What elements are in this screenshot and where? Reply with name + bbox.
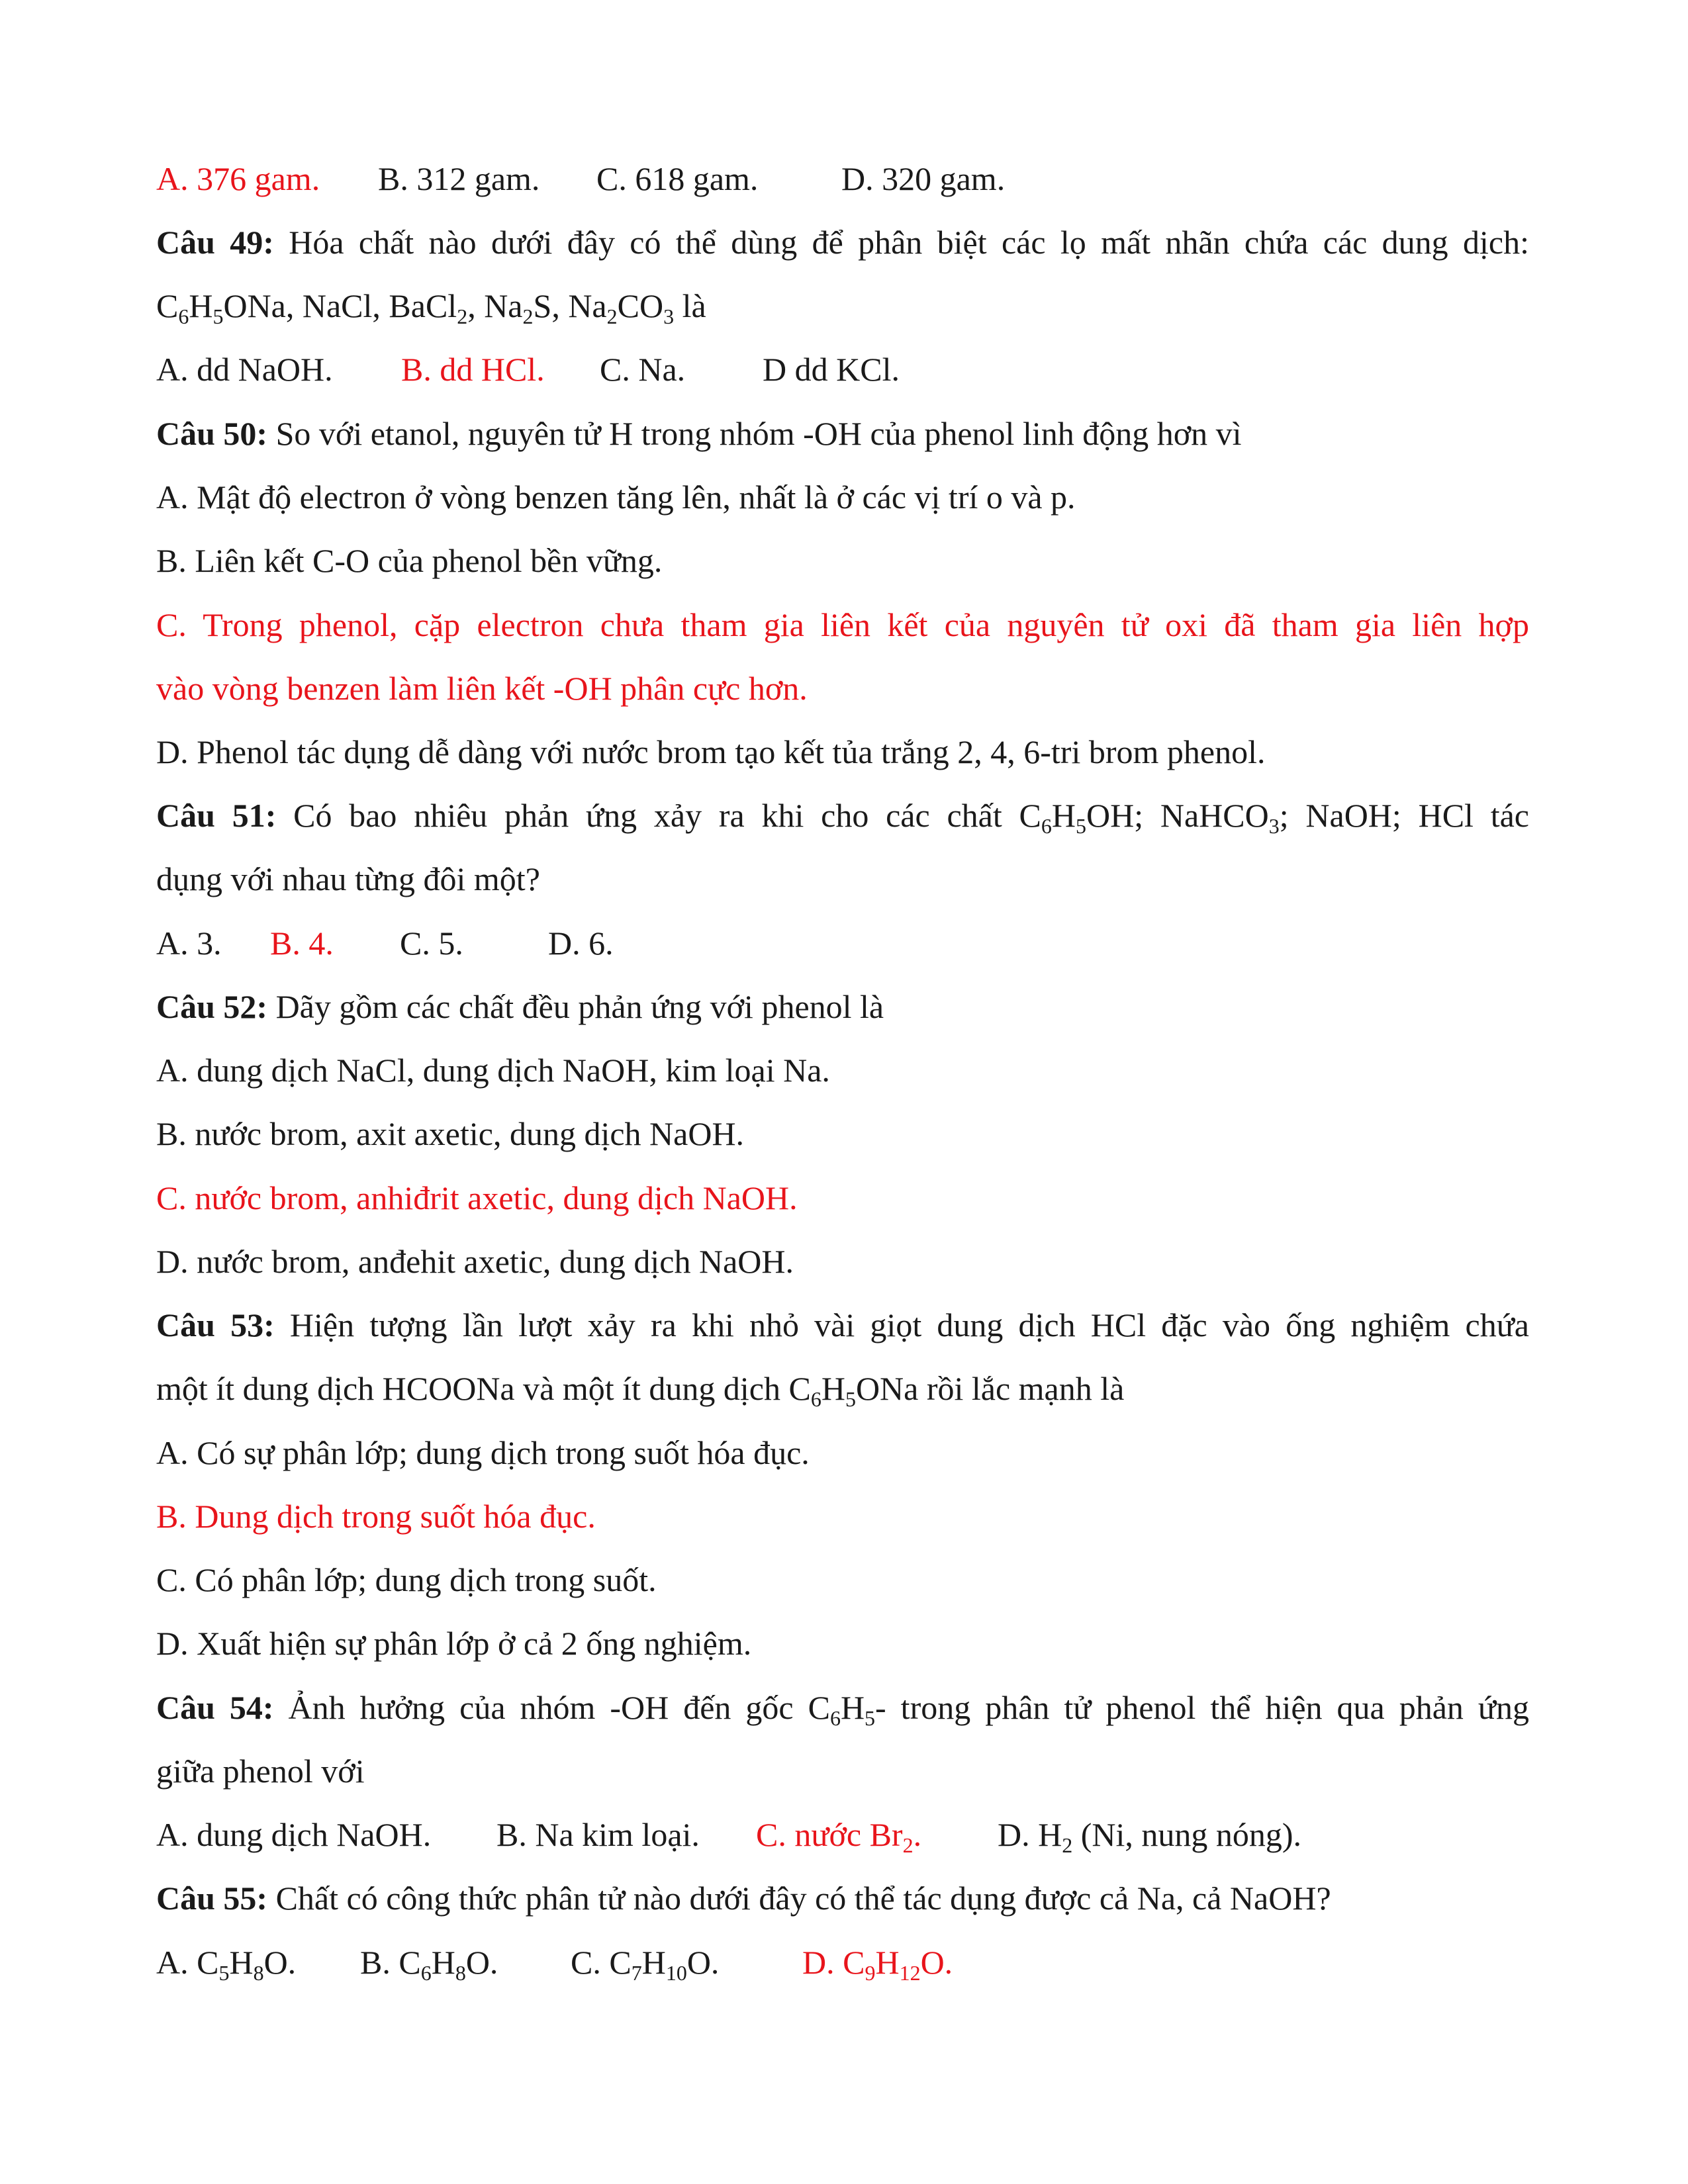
q53-label: Câu 53: xyxy=(156,1306,275,1343)
q52-question xyxy=(156,987,884,1026)
q50-option-d: D. Phenol tác dụng dễ dàng với nước brom tạo kết tủa trắng 2, 4, 6-tri brom phenol. xyxy=(156,733,1266,770)
q54-option-c xyxy=(756,1815,998,1857)
q48-option-b: B. 312 gam. xyxy=(378,160,540,197)
q54-label: Câu 54: xyxy=(156,1689,274,1726)
q55-a-text: O. xyxy=(263,1944,297,1981)
q51-sub: 3 xyxy=(1268,814,1280,838)
q55-a-text: A. C xyxy=(156,1944,219,1981)
q51-sub: 6 xyxy=(1041,814,1052,838)
q52-option-d: D. nước brom, anđehit axetic, dung dịch NaOH. xyxy=(156,1243,794,1280)
q50-question xyxy=(156,414,1242,453)
q55-c-text: H xyxy=(641,1944,666,1981)
q54-option-d-end: (Ni, nung nóng). xyxy=(1072,1816,1302,1853)
q53-option-a: A. Có sự phân lớp; dung dịch trong suốt hóa đục. xyxy=(156,1434,810,1471)
q49-formula-line xyxy=(156,286,706,326)
q55-d-text: D. C xyxy=(802,1944,865,1981)
q51-option-b: B. 4. xyxy=(270,925,334,962)
q54-sub: 6 xyxy=(829,1706,841,1730)
q50-option-a: A. Mật độ electron ở vòng benzen tăng lên, nhất là ở các vị trí o và p. xyxy=(156,478,1076,516)
q50-label: Câu 50: xyxy=(156,415,268,452)
q54-text-part: Ảnh hưởng của nhóm -OH đến gốc C xyxy=(273,1689,830,1726)
q49-formula-sub: 2 xyxy=(522,304,534,328)
q49-formula-part: là xyxy=(674,287,706,324)
q49-formula-part: H xyxy=(189,287,213,324)
q55-b-sub: 8 xyxy=(455,1961,466,1985)
q51-options xyxy=(156,923,614,963)
q51-option-a: A. 3. xyxy=(156,925,222,962)
q55-text: Chất có công thức phân tử nào dưới đây có thể tác dụng được cả Na, cả NaOH? xyxy=(267,1880,1331,1917)
q53-text-part: một ít dung dịch HCOONa và một ít dung dịch C xyxy=(156,1370,811,1407)
q55-b-text: B. C xyxy=(360,1944,421,1981)
q51-question xyxy=(156,796,1529,838)
q49-option-a: A. dd NaOH. xyxy=(156,351,333,388)
q55-c-text: C. C xyxy=(571,1944,632,1981)
q55-c-sub: 10 xyxy=(665,1961,687,1985)
q54-question-line2: giữa phenol với xyxy=(156,1752,365,1790)
q53-sub: 6 xyxy=(810,1387,821,1411)
q55-b-text: H xyxy=(431,1944,455,1981)
q55-a-sub: 5 xyxy=(218,1961,230,1985)
q49-formula-part: CO xyxy=(617,287,664,324)
q51-text-part: Có bao nhiêu phản ứng xảy ra khi cho các chất C xyxy=(276,797,1041,834)
q49-formula-sub: 3 xyxy=(663,304,675,328)
q49-options xyxy=(156,349,900,389)
q54-option-d-sub: 2 xyxy=(1062,1833,1073,1857)
q53-text: Hiện tượng lần lượt xảy ra khi nhỏ vài giọt dung dịch HCl đặc vào ống nghiệm chứa xyxy=(274,1306,1529,1343)
q48-option-c: C. 618 gam. xyxy=(596,160,759,197)
q49-formula-part: , Na xyxy=(467,287,523,324)
q54-question xyxy=(156,1688,1529,1730)
q55-a-text: H xyxy=(229,1944,254,1981)
q51-label: Câu 51: xyxy=(156,797,277,834)
q55-a-sub: 8 xyxy=(253,1961,264,1985)
q51-option-d: D. 6. xyxy=(548,925,614,962)
q53-text-part: H xyxy=(821,1370,845,1407)
q53-text-part: ONa rồi lắc mạnh là xyxy=(855,1370,1125,1407)
q53-question xyxy=(156,1305,1529,1345)
q52-label: Câu 52: xyxy=(156,988,268,1025)
q55-b-sub: 6 xyxy=(420,1961,432,1985)
q52-option-c: C. nước brom, anhiđrit axetic, dung dịch NaOH. xyxy=(156,1179,798,1216)
q51-text-part: ; NaOH; HCl tác xyxy=(1279,797,1529,834)
q55-options xyxy=(156,1942,953,1985)
q55-d-sub: 9 xyxy=(865,1961,876,1985)
q50-text: So với etanol, nguyên tử H trong nhóm -OH của phenol linh động hơn vì xyxy=(267,415,1242,452)
q54-option-c-sub: 2 xyxy=(902,1833,914,1857)
q49-formula-sub: 2 xyxy=(606,304,618,328)
q55-d-text: H xyxy=(875,1944,900,1981)
q55-option-b xyxy=(360,1942,571,1985)
q55-question xyxy=(156,1878,1331,1918)
q53-question-line2 xyxy=(156,1369,1125,1411)
q52-text: Dãy gồm các chất đều phản ứng với phenol là xyxy=(267,988,884,1025)
q49-formula-part: ONa, NaCl, BaCl xyxy=(223,287,457,324)
q53-sub: 5 xyxy=(845,1387,856,1411)
q49-option-d: D dd KCl. xyxy=(763,351,900,388)
q51-sub: 5 xyxy=(1075,814,1086,838)
q54-options xyxy=(156,1815,1302,1857)
q55-b-text: O. xyxy=(465,1944,498,1981)
q49-formula-sub: 2 xyxy=(457,304,468,328)
q51-question-line2: dụng với nhau từng đôi một? xyxy=(156,860,540,897)
q49-text: Hóa chất nào dưới đây có thể dùng để phân biệt các lọ mất nhãn chứa các dung dịch: xyxy=(273,224,1529,261)
q51-text-part: OH; NaHCO xyxy=(1086,797,1269,834)
q54-option-c-end: . xyxy=(913,1816,922,1853)
q54-option-a: A. dung dịch NaOH. xyxy=(156,1816,432,1853)
q49-formula-sub: 5 xyxy=(212,304,224,328)
q55-c-text: O. xyxy=(686,1944,720,1981)
q51-text-part: H xyxy=(1051,797,1076,834)
q50-option-c-line2: vào vòng benzen làm liên kết -OH phân cực hơn. xyxy=(156,670,808,707)
q51-option-c: C. 5. xyxy=(400,925,463,962)
q49-label: Câu 49: xyxy=(156,224,274,261)
q50-option-b: B. Liên kết C-O của phenol bền vững. xyxy=(156,542,663,579)
q49-option-c: C. Na. xyxy=(600,351,686,388)
q48-option-d: D. 320 gam. xyxy=(841,160,1006,197)
q52-option-b: B. nước brom, axit axetic, dung dịch NaOH. xyxy=(156,1115,745,1152)
q52-option-a: A. dung dịch NaCl, dung dịch NaOH, kim loại Na. xyxy=(156,1052,830,1089)
q54-text-part: - trong phân tử phenol thể hiện qua phản ứng xyxy=(875,1689,1529,1726)
q55-d-text: O. xyxy=(920,1944,953,1981)
q49-formula-sub: 6 xyxy=(178,304,189,328)
q53-option-d: D. Xuất hiện sự phân lớp ở cả 2 ống nghiệm. xyxy=(156,1625,752,1662)
q54-text-part: H xyxy=(840,1689,865,1726)
q54-option-b: B. Na kim loại. xyxy=(496,1816,700,1853)
q49-option-b: B. dd HCl. xyxy=(401,351,545,388)
q50-option-c-line1: C. Trong phenol, cặp electron chưa tham gia liên kết của nguyên tử oxi đã tham gia liên hợp xyxy=(156,606,1529,643)
q48-options xyxy=(156,159,1005,199)
q54-option-c-text: C. nước Br xyxy=(756,1816,903,1853)
q49-formula-part: C xyxy=(156,287,179,324)
q49-formula-part: S, Na xyxy=(533,287,607,324)
q55-option-a xyxy=(156,1942,360,1985)
q55-d-sub: 12 xyxy=(899,1961,921,1985)
q54-option-d-text: D. H xyxy=(998,1816,1062,1853)
q49-question xyxy=(156,222,1529,262)
q53-option-b: B. Dung dịch trong suốt hóa đục. xyxy=(156,1498,596,1535)
q55-c-sub: 7 xyxy=(631,1961,642,1985)
q55-label: Câu 55: xyxy=(156,1880,268,1917)
q48-option-a: A. 376 gam. xyxy=(156,160,320,197)
q54-sub: 5 xyxy=(865,1706,876,1730)
q55-option-c xyxy=(571,1942,802,1985)
q54-option-d xyxy=(998,1815,1302,1857)
q53-option-c: C. Có phân lớp; dung dịch trong suốt. xyxy=(156,1561,657,1598)
q55-option-d xyxy=(802,1942,953,1985)
